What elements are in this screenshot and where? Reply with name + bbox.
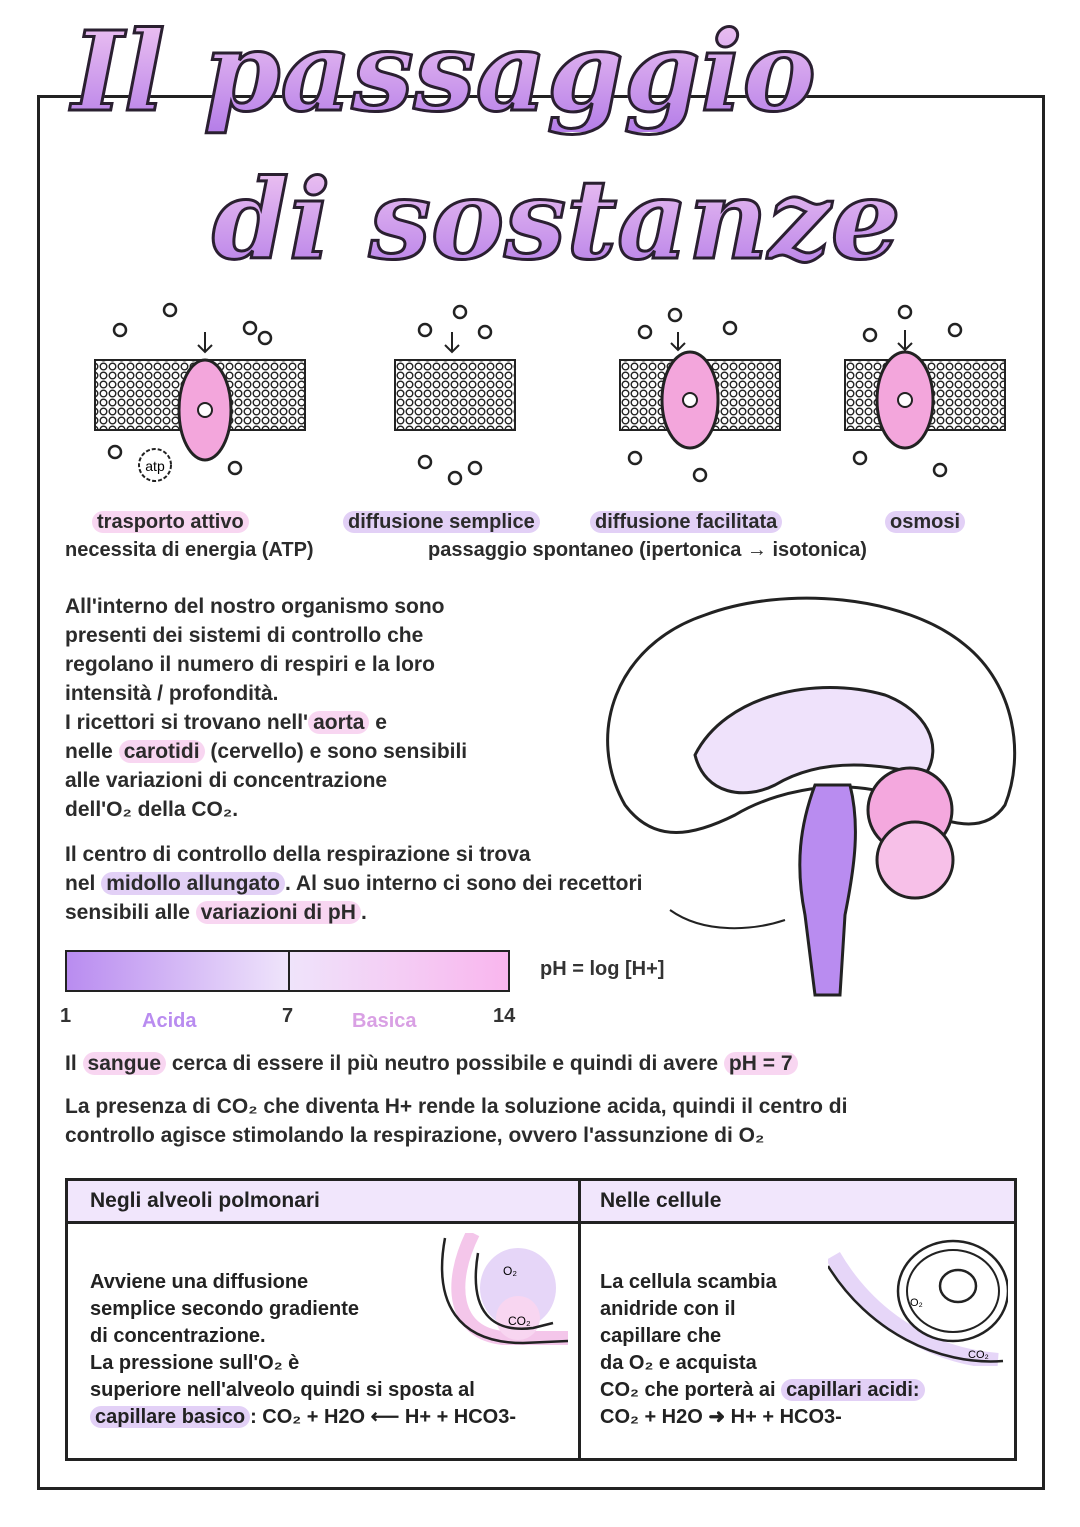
cell-co2-label: CO₂ — [968, 1349, 989, 1361]
header-alveoli: Negli alveoli polmonari — [68, 1181, 578, 1224]
cell-o2-label: O₂ — [910, 1297, 923, 1309]
header-cells: Nelle cellule — [578, 1181, 1014, 1224]
alveolus-co2-label: CO₂ — [508, 1314, 531, 1328]
ph-acid-label: Acida — [142, 1010, 197, 1032]
co2-acid-text: La presenza di CO₂ che diventa H+ rende la soluzione acida, quindi il centro di controllo agisce stimolando la respirazione, ovvero l'assunzione di O₂ — [65, 1095, 848, 1147]
facilitated-diffusion-membrane — [620, 309, 780, 481]
note-active: necessita di energia (ATP) — [65, 539, 314, 561]
alveolus-illustration — [433, 1233, 568, 1348]
column-divider — [578, 1181, 581, 1458]
gas-exchange-table — [65, 1178, 1017, 1461]
highlight-aorta: aorta — [308, 711, 369, 734]
atp-label: atp — [145, 458, 165, 474]
label-simple-diffusion: diffusione semplice — [343, 511, 540, 533]
membrane-transport-illustrations — [90, 290, 1010, 500]
para1-line: alle variazioni di concentrazione — [65, 769, 388, 792]
para1-line: regolano il numero di respiri e la loro — [65, 653, 435, 676]
title-line-1: Il passaggio — [60, 12, 828, 132]
ph-basic-label: Basica — [352, 1010, 417, 1032]
label-facilitated-diffusion: diffusione facilitata — [590, 511, 782, 533]
active-transport-membrane — [95, 304, 305, 481]
highlight-midollo: midollo allungato — [101, 872, 285, 895]
highlight-carotidi: carotidi — [119, 740, 205, 763]
label-osmosis: osmosi — [885, 511, 965, 533]
label-active-transport: trasporto attivo — [92, 511, 249, 533]
para1-line: presenti dei sistemi di controllo che — [65, 624, 424, 647]
cells-text: La cellula scambia anidride con il capillare che da O₂ e acquista CO₂ che porterà ai capillari acidi: CO₂ + H2O ➜ H+ + HCO3- — [600, 1269, 1000, 1431]
para1-line: dell'O₂ della CO₂. — [65, 798, 239, 821]
ph-formula: pH = log [H+] — [540, 958, 665, 980]
paragraph-control-center: Il centro di controllo della respirazione si trova nel midollo allungato . Al suo interno ci sono dei recettori sensibili alle variazioni di pH . — [65, 843, 643, 924]
ph-scale-bar — [65, 950, 510, 992]
highlight-ph: variazioni di pH — [196, 901, 361, 924]
alveoli-text: Avviene una diffusione semplice secondo gradiente di concentrazione. La pressione sull'O₂ è superiore nell'alveolo quindi si sposta al capillare basico : CO₂ + H2O ⟵ H+ + HCO3- — [90, 1271, 517, 1428]
ph-mid: 7 — [282, 1005, 294, 1027]
ph-min: 1 — [60, 1005, 72, 1027]
title-line-2: di sostanze — [200, 160, 913, 280]
para1-line: All'interno del nostro organismo sono — [65, 595, 445, 618]
blood-neutral-text: Il sangue cerca di essere il più neutro possibile e quindi di avere pH = 7 — [65, 1049, 798, 1078]
note-passive: passaggio spontaneo (ipertonica → isotonica) — [428, 539, 867, 561]
osmosis-membrane — [845, 306, 1005, 476]
brain-illustration — [585, 585, 1025, 1010]
para1-line: intensità / profondità. — [65, 682, 279, 705]
cell-capillary-illustration — [828, 1236, 1008, 1366]
alveolus-o2-label: O₂ — [503, 1264, 517, 1278]
ph-max: 14 — [493, 1005, 516, 1027]
simple-diffusion-membrane — [395, 306, 515, 484]
paragraph-receptors: All'interno del nostro organismo sono presenti dei sistemi di controllo che regolano il numero di respiri e la loro intensità / profondità. I ricettori si trovano nell' aorta e nelle carotidi (cervello) e sono sensibili alle variazioni di concentrazione dell'O₂ della CO₂. — [65, 592, 467, 824]
